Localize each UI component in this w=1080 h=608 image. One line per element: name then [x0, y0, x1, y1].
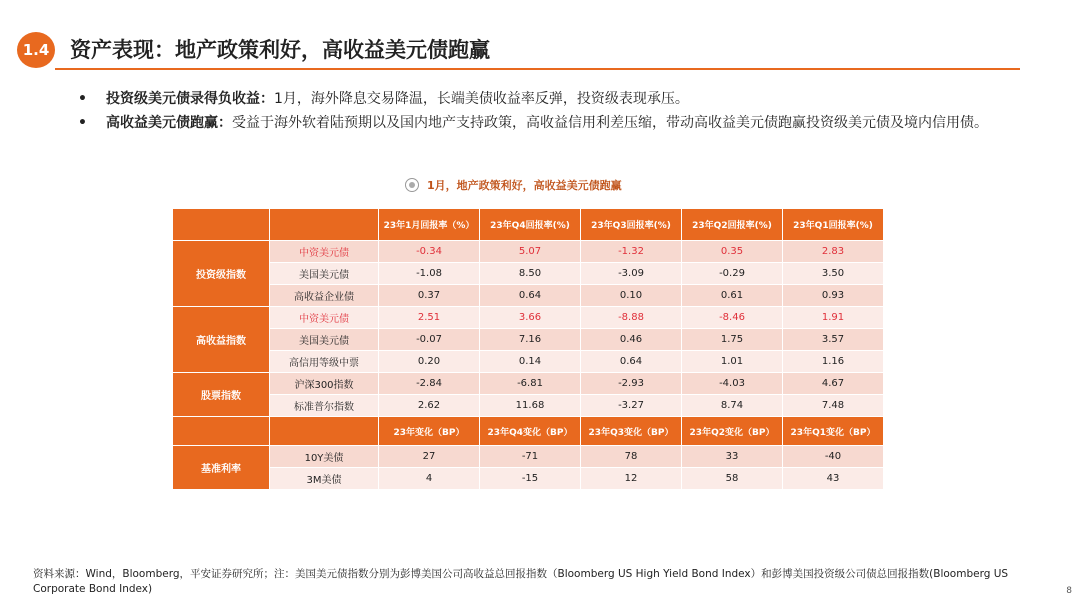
value-cell: -0.29 — [682, 263, 783, 285]
value-cell: -2.84 — [379, 373, 480, 395]
slide-title: 资产表现：地产政策利好，高收益美元债跑赢 — [70, 38, 490, 62]
page-number: 8 — [1066, 586, 1072, 596]
value-cell: 2.62 — [379, 395, 480, 417]
value-cell: 8.50 — [480, 263, 581, 285]
value-cell: 43 — [783, 468, 884, 490]
group-label: 股票指数 — [173, 373, 270, 417]
row-name: 美国美元债 — [270, 329, 379, 351]
value-cell: -0.34 — [379, 241, 480, 263]
source-note: 资料来源：Wind，Bloomberg，平安证券研究所；注：美国美元债指数分别为彭博美国公司高收益总回报指数（Bloomberg US High Yield Bond Index）和彭博美国投资级公司债总回报指数(Bloomberg US Corporate Bond Index) — [33, 568, 1009, 595]
header-cell-empty — [270, 209, 379, 241]
value-cell: -15 — [480, 468, 581, 490]
value-cell: -2.93 — [581, 373, 682, 395]
bullet-dot-icon: • — [78, 115, 87, 131]
row-name: 高信用等级中票 — [270, 351, 379, 373]
row-name: 10Y美债 — [270, 446, 379, 468]
value-cell: -71 — [480, 446, 581, 468]
table-row — [173, 307, 884, 329]
table-row — [173, 351, 884, 373]
value-cell: 0.14 — [480, 351, 581, 373]
table-row — [173, 263, 884, 285]
column-header: 23年变化（BP） — [379, 417, 480, 446]
table-caption — [405, 177, 622, 193]
value-cell: 0.64 — [480, 285, 581, 307]
value-cell: 2.51 — [379, 307, 480, 329]
column-header: 23年Q2变化（BP） — [682, 417, 783, 446]
value-cell: 0.20 — [379, 351, 480, 373]
title-underline — [55, 68, 1020, 70]
group-label: 投资级指数 — [173, 241, 270, 307]
value-cell: 78 — [581, 446, 682, 468]
value-cell: 1.01 — [682, 351, 783, 373]
column-header: 23年Q3回报率(%) — [581, 209, 682, 241]
bullet-list — [78, 88, 1038, 136]
column-header: 23年Q4回报率(%) — [480, 209, 581, 241]
bullet-dot-icon: • — [78, 91, 87, 107]
value-cell: -40 — [783, 446, 884, 468]
column-header: 23年Q4变化（BP） — [480, 417, 581, 446]
table-row — [173, 468, 884, 490]
value-cell: -8.88 — [581, 307, 682, 329]
value-cell: -1.32 — [581, 241, 682, 263]
table-header-row-2 — [173, 417, 884, 446]
value-cell: 2.83 — [783, 241, 884, 263]
value-cell: -1.08 — [379, 263, 480, 285]
column-header: 23年1月回报率（%） — [379, 209, 480, 241]
value-cell: 33 — [682, 446, 783, 468]
row-name: 3M美债 — [270, 468, 379, 490]
value-cell: 1.91 — [783, 307, 884, 329]
value-cell: 4 — [379, 468, 480, 490]
value-cell: 11.68 — [480, 395, 581, 417]
bullet-item — [78, 88, 1038, 110]
value-cell: 27 — [379, 446, 480, 468]
row-name: 中资美元债 — [270, 241, 379, 263]
bullet-item — [78, 112, 1038, 134]
section-badge: 1.4 — [17, 32, 55, 68]
value-cell: -4.03 — [682, 373, 783, 395]
header-cell-empty — [173, 209, 270, 241]
value-cell: 8.74 — [682, 395, 783, 417]
value-cell: -3.27 — [581, 395, 682, 417]
value-cell: 0.35 — [682, 241, 783, 263]
slide-header — [15, 30, 1025, 72]
returns-table — [172, 208, 884, 490]
table-caption-text: 1月，地产政策利好，高收益美元债跑赢 — [427, 179, 622, 192]
value-cell: -8.46 — [682, 307, 783, 329]
value-cell: 12 — [581, 468, 682, 490]
value-cell: 4.67 — [783, 373, 884, 395]
value-cell: -0.07 — [379, 329, 480, 351]
table-row — [173, 285, 884, 307]
column-header: 23年Q2回报率(%) — [682, 209, 783, 241]
table-row — [173, 395, 884, 417]
value-cell: -6.81 — [480, 373, 581, 395]
header-cell-empty — [173, 417, 270, 446]
value-cell: 58 — [682, 468, 783, 490]
row-name: 中资美元债 — [270, 307, 379, 329]
value-cell: 3.66 — [480, 307, 581, 329]
table-header-row — [173, 209, 884, 241]
value-cell: 1.16 — [783, 351, 884, 373]
value-cell: 0.46 — [581, 329, 682, 351]
row-name: 标准普尔指数 — [270, 395, 379, 417]
group-label: 基准利率 — [173, 446, 270, 490]
value-cell: 7.48 — [783, 395, 884, 417]
table-row — [173, 373, 884, 395]
value-cell: 3.50 — [783, 263, 884, 285]
value-cell: 0.37 — [379, 285, 480, 307]
column-header: 23年Q1变化（BP） — [783, 417, 884, 446]
bullet-text: 1月，海外降息交易降温，长端美债收益率反弹，投资级表现承压。 — [274, 91, 689, 107]
row-name: 美国美元债 — [270, 263, 379, 285]
table-row — [173, 446, 884, 468]
column-header: 23年Q1回报率(%) — [783, 209, 884, 241]
value-cell: -3.09 — [581, 263, 682, 285]
table-row — [173, 241, 884, 263]
column-header: 23年Q3变化（BP） — [581, 417, 682, 446]
group-label: 高收益指数 — [173, 307, 270, 373]
bullet-text: 受益于海外软着陆预期以及国内地产支持政策，高收益信用利差压缩，带动高收益美元债跑赢投资级美元债及境内信用债。 — [232, 115, 988, 131]
radio-circle-icon — [405, 178, 419, 192]
value-cell: 0.61 — [682, 285, 783, 307]
bullet-heading: 高收益美元债跑赢： — [106, 115, 232, 131]
header-cell-empty — [270, 417, 379, 446]
row-name: 沪深300指数 — [270, 373, 379, 395]
value-cell: 5.07 — [480, 241, 581, 263]
row-name: 高收益企业债 — [270, 285, 379, 307]
bullet-heading: 投资级美元债录得负收益： — [106, 91, 274, 107]
value-cell: 3.57 — [783, 329, 884, 351]
value-cell: 1.75 — [682, 329, 783, 351]
value-cell: 0.93 — [783, 285, 884, 307]
value-cell: 0.64 — [581, 351, 682, 373]
value-cell: 0.10 — [581, 285, 682, 307]
value-cell: 7.16 — [480, 329, 581, 351]
table-row — [173, 329, 884, 351]
